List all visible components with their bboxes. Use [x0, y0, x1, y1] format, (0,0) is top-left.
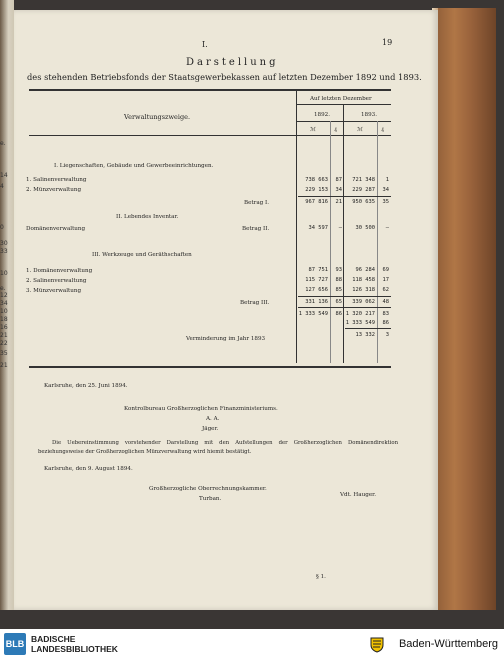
cell-value: 127 656 [305, 287, 328, 293]
cell-value: 87 751 [308, 267, 328, 273]
cell-value: 229 287 [352, 187, 375, 193]
library-footer [0, 629, 504, 659]
table-top-rule [29, 89, 391, 91]
document-subtitle: des stehenden Betriebsfonds der Staatsgewerbekassen auf letzten Dezember 1892 und 1893. [27, 72, 422, 82]
total-rule [298, 307, 391, 308]
place-date: Karlsruhe, den 9. August 1894. [44, 466, 133, 472]
cell-value: 48 [382, 299, 389, 305]
section-heading: III. Werkzeuge und Geräthschaften [92, 252, 192, 258]
column-header-branch: Verwaltungszweige. [124, 113, 191, 121]
spine-number: 21 [0, 332, 8, 339]
issuing-office: Kontrolbureau Großherzoglichen Finanzministeriums. [124, 406, 278, 412]
cell-value: 34 597 [308, 225, 328, 231]
cell-value: — [338, 225, 342, 231]
comparison-value: 1 333 549 [345, 320, 375, 326]
row-label: 3. Münzverwaltung [26, 288, 82, 294]
grand-total-value: 83 [382, 311, 389, 317]
cell-value: — [385, 225, 389, 231]
row-label: Domänenverwaltung [26, 226, 86, 232]
subtotal-label: Betrag I. [244, 200, 270, 206]
adjacent-page-edge [0, 0, 14, 610]
footer-mark: § 1. [316, 574, 326, 580]
subtotal-label: Betrag II. [242, 226, 270, 232]
cell-value: 721 348 [352, 177, 375, 183]
spine-number: 16 [0, 324, 8, 331]
spine-number: 12 [0, 292, 8, 299]
spine-number: 14 [0, 172, 8, 179]
grand-total-value: 86 [335, 311, 342, 317]
issuing-office: Großherzogliche Oberrechnungskammer. [149, 486, 267, 492]
cell-value: 115 727 [305, 277, 328, 283]
library-name-line1: BADISCHE [31, 634, 76, 644]
cell-value: 126 318 [352, 287, 375, 293]
header-bottom-rule [29, 135, 391, 136]
library-name-line2: LANDESBIBLIOTHEK [31, 644, 118, 654]
grand-total-value: 1 320 217 [345, 311, 375, 317]
cell-value: 118 458 [352, 277, 375, 283]
spine-number: 33 [0, 248, 8, 255]
spine-number: 35 [0, 350, 8, 357]
spine-number: 22 [0, 340, 8, 347]
difference-rule [345, 328, 391, 329]
cell-value: 738 663 [305, 177, 328, 183]
cell-value: 85 [335, 287, 342, 293]
subtotal-rule [298, 196, 391, 197]
spine-number: 0 [0, 224, 4, 231]
column-header-year: 1893. [361, 112, 378, 118]
signature: Turban. [199, 496, 222, 502]
sheet-number: I. [202, 40, 208, 49]
place-date: Karlsruhe, den 25. Juni 1894. [44, 383, 128, 389]
signature: Jäger. [202, 426, 219, 432]
cell-value: 87 [335, 177, 342, 183]
unit-mark: ℳ [357, 127, 363, 133]
cell-value: 62 [382, 287, 389, 293]
row-label: 2. Salinenverwaltung [26, 278, 87, 284]
row-label: 1. Domänenverwaltung [26, 268, 93, 274]
grand-total-value: 1 333 549 [298, 311, 328, 317]
document-title: Darstellung [186, 57, 279, 68]
cell-value: 229 153 [305, 187, 328, 193]
cell-value: 34 [335, 187, 342, 193]
group-header-rule [297, 104, 391, 105]
pf-divider [330, 121, 331, 363]
cell-value: 339 062 [352, 299, 375, 305]
spine-number: 4 [0, 183, 4, 190]
book-binding [432, 8, 496, 610]
column-divider [296, 90, 297, 363]
certification-text: Die Uebereinstimmung vorstehender Darstellung mit den Aufstellungen der Großherzoglichen Domänendirektion beziehungsweise der Großherzoglichen Münzverwaltung wird hiemit bestätigt. [38, 440, 398, 455]
cell-value: 34 [382, 187, 389, 193]
blb-logo-icon[interactable]: BLB [4, 633, 26, 655]
cell-value: 35 [382, 199, 389, 205]
spine-number: 10 [0, 270, 8, 277]
cell-value: 1 [385, 177, 389, 183]
unit-mark: ℳ [310, 127, 316, 133]
cell-value: 69 [382, 267, 389, 273]
unit-pf: ₰ [334, 127, 337, 133]
row-label: 1. Salinenverwaltung [26, 177, 87, 183]
cell-value: 331 136 [305, 299, 328, 305]
column-group-header: Auf letzten Dezember [310, 96, 372, 102]
decrease-label: Verminderung im Jahr 1893 [186, 336, 266, 342]
signature: Vdt. Hauger. [340, 492, 376, 498]
subtotal-rule [298, 296, 391, 297]
coat-of-arms-icon [368, 635, 386, 653]
office-abbreviation: A. A. [206, 416, 220, 422]
state-name[interactable]: Baden-Württemberg [398, 638, 498, 650]
spine-number: 10 [0, 308, 8, 315]
spine-number: e. [0, 140, 6, 147]
decrease-value: 3 [385, 332, 389, 338]
cell-value: 93 [335, 267, 342, 273]
unit-pf: ₰ [381, 127, 384, 133]
subtotal-label: Betrag III. [240, 300, 270, 306]
cell-value: 65 [335, 299, 342, 305]
cell-value: 96 284 [355, 267, 375, 273]
cell-value: 17 [382, 277, 389, 283]
cell-value: 967 816 [305, 199, 328, 205]
spine-number: 34 [0, 300, 8, 307]
page-number: 19 [382, 38, 393, 47]
pf-divider [377, 121, 378, 363]
cell-value: 30 500 [355, 225, 375, 231]
decrease-value: 13 332 [355, 332, 375, 338]
section-heading: I. Liegenschaften, Gebäude und Gewerbeeinrichtungen. [54, 163, 214, 169]
spine-number: 18 [0, 316, 8, 323]
spine-number: e. [0, 285, 6, 292]
library-name[interactable] [31, 634, 118, 654]
document-page [14, 10, 438, 610]
section-heading: II. Lebendes Inventar. [116, 214, 179, 220]
cell-value: 950 635 [352, 199, 375, 205]
cell-value: 88 [335, 277, 342, 283]
table-bottom-rule [29, 366, 391, 368]
spine-number: 30 [0, 240, 8, 247]
column-header-year: 1892. [314, 112, 331, 118]
cell-value: 21 [335, 199, 342, 205]
row-label: 2. Münzverwaltung [26, 187, 82, 193]
comparison-value: 86 [382, 320, 389, 326]
spine-number: 21 [0, 362, 8, 369]
